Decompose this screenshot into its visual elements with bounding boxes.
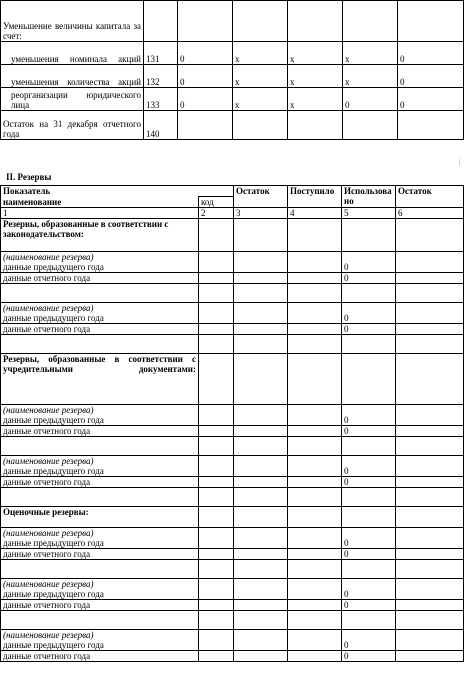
reserve-name-placeholder: (наименование резерва) [1, 252, 199, 263]
empty-cell [1, 560, 199, 579]
prev-used-value: 0 [342, 456, 396, 477]
current-used-value: 0 [342, 324, 396, 335]
code-cell [199, 579, 234, 600]
value-cell [234, 579, 288, 600]
value-cell [234, 303, 288, 324]
balance-start-header: Остаток [234, 186, 288, 208]
group-title-row [1, 354, 464, 405]
prev-used-value: 0 [342, 405, 396, 426]
group-title: Резервы, образованные в соответствии с учредительными документами: [1, 354, 199, 405]
row-label: реорганизации юридического лица [1, 88, 144, 111]
empty-cell [199, 611, 234, 630]
value-cell: 0 [178, 88, 233, 111]
indicator-header: Показатель [1, 186, 234, 197]
value-cell [398, 111, 464, 140]
code-header: код [199, 197, 234, 208]
reserve-name-placeholder: (наименование резерва) [1, 405, 199, 416]
code-cell [199, 528, 234, 549]
code-cell [199, 303, 234, 324]
value-cell [288, 528, 342, 549]
table-row [1, 111, 464, 140]
empty-cell [199, 560, 234, 579]
value-cell [233, 1, 288, 42]
row-label: уменьшения номинала акций [1, 42, 144, 65]
empty-cell [288, 437, 342, 456]
empty-cell [288, 284, 342, 303]
prev-year-label: данные предыдущего года [1, 640, 199, 651]
value-cell: 0 [398, 65, 464, 88]
code-cell [199, 600, 234, 611]
value-cell [234, 507, 288, 528]
value-cell [234, 252, 288, 273]
value-cell [288, 111, 343, 140]
table-row [1, 65, 464, 88]
column-number: 1 [1, 208, 199, 219]
table-row [1, 1, 464, 42]
value-cell [288, 324, 342, 335]
value-cell [234, 528, 288, 549]
code-cell [199, 219, 234, 252]
value-cell [396, 651, 464, 662]
column-number: 3 [234, 208, 288, 219]
row-label: уменьшения количества акций [1, 65, 144, 88]
empty-cell [396, 437, 464, 456]
value-cell [396, 273, 464, 284]
current-year-row [1, 600, 464, 611]
empty-cell [342, 284, 396, 303]
code-cell [199, 324, 234, 335]
current-used-value: 0 [342, 600, 396, 611]
empty-cell [342, 560, 396, 579]
row-code: 133 [144, 88, 178, 111]
code-cell [199, 630, 234, 651]
code-cell [199, 549, 234, 560]
value-cell [288, 549, 342, 560]
current-year-label: данные отчетного года [1, 324, 199, 335]
empty-cell [1, 437, 199, 456]
value-cell [288, 456, 342, 477]
empty-cell [396, 488, 464, 507]
current-used-value: 0 [342, 549, 396, 560]
value-cell [234, 477, 288, 488]
row-code [144, 1, 178, 42]
name-header: наименование [1, 197, 199, 208]
value-cell: x [233, 65, 288, 88]
code-cell [199, 273, 234, 284]
value-cell: 0 [343, 88, 398, 111]
empty-cell [234, 488, 288, 507]
row-code: 140 [144, 111, 178, 140]
value-cell: 0 [178, 65, 233, 88]
value-cell [343, 111, 398, 140]
value-cell: x [288, 88, 343, 111]
value-cell [342, 507, 396, 528]
empty-cell [234, 284, 288, 303]
code-cell [199, 507, 234, 528]
current-year-row [1, 651, 464, 662]
code-cell [199, 456, 234, 477]
prev-year-label: данные предыдущего года [1, 262, 199, 273]
value-cell [288, 651, 342, 662]
prev-year-label: данные предыдущего года [1, 313, 199, 324]
code-cell [199, 426, 234, 437]
current-year-row [1, 426, 464, 437]
value-cell [234, 219, 288, 252]
prev-year-label: данные предыдущего года [1, 415, 199, 426]
value-cell: x [288, 42, 343, 65]
value-cell: 0 [398, 42, 464, 65]
spacer-row [1, 560, 464, 579]
value-cell [288, 477, 342, 488]
value-cell: x [343, 42, 398, 65]
row-label: Уменьшение величины капитала за счет: [1, 1, 144, 42]
code-cell [199, 477, 234, 488]
empty-cell [1, 335, 199, 354]
empty-cell [342, 335, 396, 354]
reserve-name-placeholder: (наименование резерва) [1, 303, 199, 314]
reserve-name-row [1, 252, 464, 263]
used-header: Использовано [342, 186, 396, 208]
value-cell [234, 549, 288, 560]
current-year-row [1, 477, 464, 488]
empty-cell [234, 560, 288, 579]
value-cell [288, 1, 343, 42]
code-cell [199, 354, 234, 405]
value-cell [234, 600, 288, 611]
prev-used-value: 0 [342, 579, 396, 600]
empty-cell [288, 611, 342, 630]
group-title-row [1, 507, 464, 528]
value-cell [234, 273, 288, 284]
value-cell [396, 354, 464, 405]
header-row [1, 186, 464, 197]
code-cell [199, 405, 234, 426]
value-cell [288, 273, 342, 284]
value-cell: x [288, 65, 343, 88]
row-label: Остаток на 31 декабря отчетного года [1, 111, 144, 140]
value-cell [178, 1, 233, 42]
reserve-name-row [1, 579, 464, 590]
value-cell [234, 354, 288, 405]
group-title: Резервы, образованные в соответствии с законодательством: [1, 219, 199, 252]
value-cell [396, 507, 464, 528]
value-cell [288, 303, 342, 324]
column-number: 5 [342, 208, 396, 219]
value-cell [288, 426, 342, 437]
empty-cell [199, 335, 234, 354]
page-mark: | [459, 158, 461, 166]
prev-year-label: данные предыдущего года [1, 466, 199, 477]
empty-cell [1, 284, 199, 303]
current-used-value: 0 [342, 477, 396, 488]
empty-cell [199, 488, 234, 507]
code-cell [199, 651, 234, 662]
value-cell [234, 651, 288, 662]
empty-cell [396, 284, 464, 303]
empty-cell [199, 284, 234, 303]
received-header: Поступило [288, 186, 342, 208]
code-cell [199, 252, 234, 273]
value-cell [234, 426, 288, 437]
current-year-row [1, 324, 464, 335]
value-cell [396, 579, 464, 600]
value-cell [396, 528, 464, 549]
reserve-name-row [1, 456, 464, 467]
spacer-row [1, 611, 464, 630]
current-year-label: данные отчетного года [1, 426, 199, 437]
table-row [1, 42, 464, 65]
empty-cell [288, 560, 342, 579]
current-year-label: данные отчетного года [1, 273, 199, 284]
group-title-row [1, 219, 464, 252]
value-cell: 0 [398, 88, 464, 111]
current-year-row [1, 549, 464, 560]
current-used-value: 0 [342, 426, 396, 437]
value-cell [396, 477, 464, 488]
balance-end-header: Остаток [396, 186, 464, 208]
column-number: 2 [199, 208, 234, 219]
spacer-row [1, 437, 464, 456]
value-cell [288, 579, 342, 600]
value-cell [178, 111, 233, 140]
empty-cell [234, 611, 288, 630]
value-cell [288, 219, 342, 252]
table-row [1, 88, 464, 111]
section-title: II. Резервы [6, 172, 52, 182]
value-cell: 0 [178, 42, 233, 65]
prev-used-value: 0 [342, 630, 396, 651]
reserve-name-row [1, 405, 464, 416]
value-cell [343, 1, 398, 42]
reserve-name-row [1, 630, 464, 641]
current-year-row [1, 273, 464, 284]
current-year-label: данные отчетного года [1, 549, 199, 560]
empty-cell [396, 335, 464, 354]
empty-cell [396, 560, 464, 579]
value-cell [288, 600, 342, 611]
current-used-value: 0 [342, 273, 396, 284]
value-cell [396, 630, 464, 651]
prev-used-value: 0 [342, 252, 396, 273]
prev-year-label: данные предыдущего года [1, 589, 199, 600]
empty-cell [1, 611, 199, 630]
group-title: Оценочные резервы: [1, 507, 199, 528]
empty-cell [288, 488, 342, 507]
value-cell [396, 600, 464, 611]
reserve-name-placeholder: (наименование резерва) [1, 630, 199, 641]
current-year-label: данные отчетного года [1, 477, 199, 488]
value-cell: x [233, 88, 288, 111]
value-cell [396, 456, 464, 477]
column-numbers-row [1, 208, 464, 219]
spacer-row [1, 335, 464, 354]
value-cell [396, 252, 464, 273]
value-cell: x [343, 65, 398, 88]
value-cell [396, 549, 464, 560]
value-cell [234, 324, 288, 335]
column-number: 4 [288, 208, 342, 219]
value-cell [396, 303, 464, 324]
reserves-table [0, 185, 464, 662]
value-cell [396, 324, 464, 335]
value-cell [234, 456, 288, 477]
value-cell [234, 630, 288, 651]
value-cell [342, 354, 396, 405]
value-cell [234, 405, 288, 426]
value-cell [396, 426, 464, 437]
reserve-name-row [1, 528, 464, 539]
empty-cell [342, 488, 396, 507]
empty-cell [234, 335, 288, 354]
value-cell [233, 111, 288, 140]
empty-cell [199, 437, 234, 456]
row-code: 131 [144, 42, 178, 65]
current-year-label: данные отчетного года [1, 651, 199, 662]
value-cell [288, 507, 342, 528]
current-used-value: 0 [342, 651, 396, 662]
prev-used-value: 0 [342, 528, 396, 549]
empty-cell [342, 437, 396, 456]
value-cell [396, 405, 464, 426]
value-cell [342, 219, 396, 252]
value-cell [396, 219, 464, 252]
empty-cell [234, 437, 288, 456]
value-cell [288, 405, 342, 426]
value-cell: x [233, 42, 288, 65]
empty-cell [396, 611, 464, 630]
column-number: 6 [396, 208, 464, 219]
spacer-row [1, 488, 464, 507]
spacer-row [1, 284, 464, 303]
value-cell [288, 354, 342, 405]
value-cell [398, 1, 464, 42]
empty-cell [288, 335, 342, 354]
value-cell [288, 252, 342, 273]
prev-year-label: данные предыдущего года [1, 538, 199, 549]
value-cell [288, 630, 342, 651]
reserve-name-placeholder: (наименование резерва) [1, 456, 199, 467]
prev-used-value: 0 [342, 303, 396, 324]
row-code: 132 [144, 65, 178, 88]
empty-cell [342, 611, 396, 630]
reserve-name-placeholder: (наименование резерва) [1, 579, 199, 590]
capital-table [0, 0, 464, 140]
empty-cell [1, 488, 199, 507]
reserve-name-placeholder: (наименование резерва) [1, 528, 199, 539]
reserve-name-row [1, 303, 464, 314]
current-year-label: данные отчетного года [1, 600, 199, 611]
